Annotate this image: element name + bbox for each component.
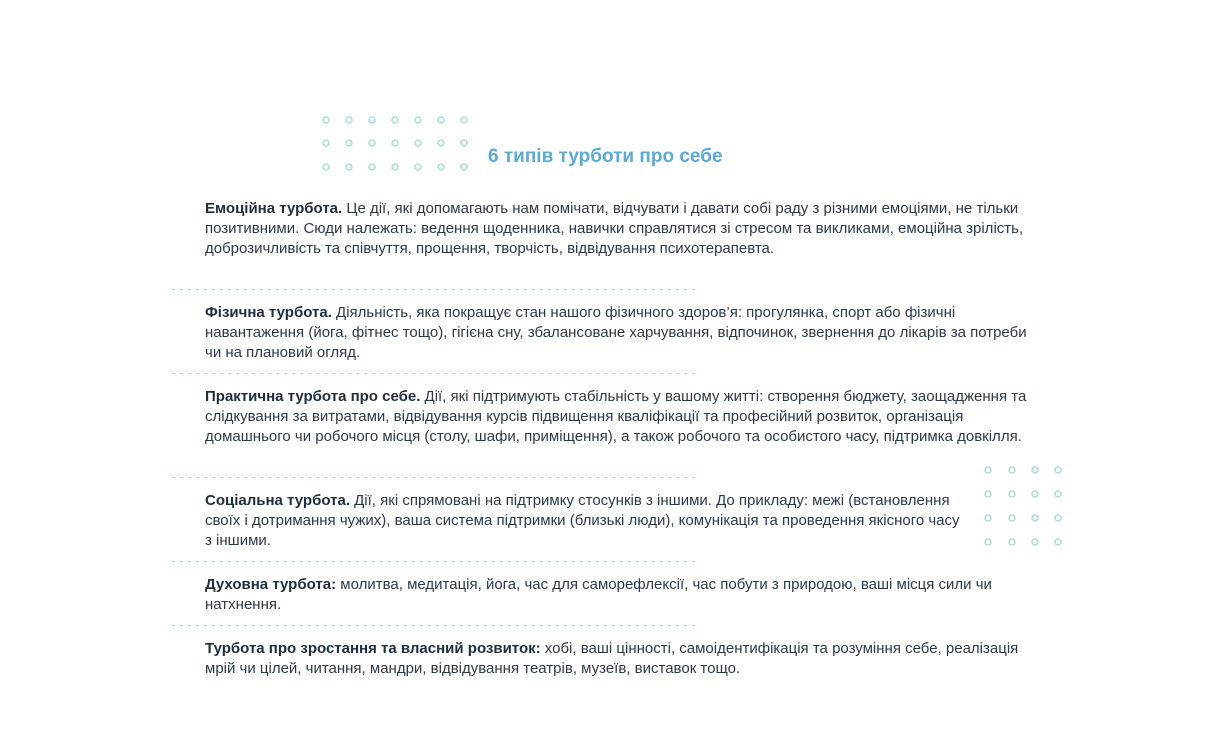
section-heading: Фізична турбота. xyxy=(205,304,332,321)
section-physical-care xyxy=(205,303,1035,363)
section-heading: Емоційна турбота. xyxy=(205,200,343,217)
section-social-care xyxy=(205,491,965,551)
section-heading: Практична турбота про себе. xyxy=(205,388,421,405)
section-spiritual-care xyxy=(205,575,1035,615)
dotted-divider xyxy=(172,288,700,291)
section-text: Діяльність, яка покращує стан нашого фізичного здоров’я: прогулянка, спорт або фізичні навантаження (йога, фітнес тощо), гігієна сну, збалансоване харчування, відпочинок, звернення до лікарів за потреби чи на плановий огляд. xyxy=(205,304,1027,361)
section-text: молитва, медитація, йога, час для саморефлексії, час побути з природою, ваші місця сили чи натхнення. xyxy=(205,576,992,613)
dotted-divider xyxy=(172,624,700,627)
section-text: Дії, які підтримують стабільність у вашому житті: створення бюджету, заощадження та слідкування за витратами, відвідування курсів підвищення кваліфікації та професійний розвиток, організація домашнього чи робочого місця (столу, шафи, приміщення), а також робочого та особистого часу, підтримка довкілля. xyxy=(205,388,1027,445)
section-emotional-care xyxy=(205,199,1035,259)
section-heading: Соціальна турбота. xyxy=(205,492,350,509)
dotted-divider xyxy=(172,476,700,479)
dotted-divider xyxy=(172,560,700,563)
page-title: 6 типів турботи про себе xyxy=(488,146,723,167)
section-heading: Духовна турбота: xyxy=(205,576,337,593)
section-heading: Турбота про зростання та власний розвиток: xyxy=(205,640,541,657)
section-text: хобі, ваші цінності, самоідентифікація та розуміння себе, реалізація мрій чи цілей, читання, мандри, відвідування театрів, музеїв, виставок тощо. xyxy=(205,640,1019,677)
section-text: Дії, які спрямовані на підтримку стосунків з іншими. До прикладу: межі (встановлення своїх і дотримання чужих), ваша система підтримки (близькі люди), комунікація та проведення якісного часу з іншими. xyxy=(205,492,960,549)
section-growth-care xyxy=(205,639,1035,679)
decorative-dot-grid-top xyxy=(318,112,478,176)
decorative-dot-grid-right xyxy=(980,462,1070,552)
section-text: Це дії, які допомагають нам помічати, відчувати і давати собі раду з різними емоціями, не тільки позитивними. Сюди належать: ведення щоденника, навички справлятися зі стресом та викликами, емоційна зрілість, доброзичливість та співчуття, прощення, творчість, відвідування психотерапевта. xyxy=(205,200,1024,257)
section-practical-care xyxy=(205,387,1035,447)
dotted-divider xyxy=(172,372,700,375)
